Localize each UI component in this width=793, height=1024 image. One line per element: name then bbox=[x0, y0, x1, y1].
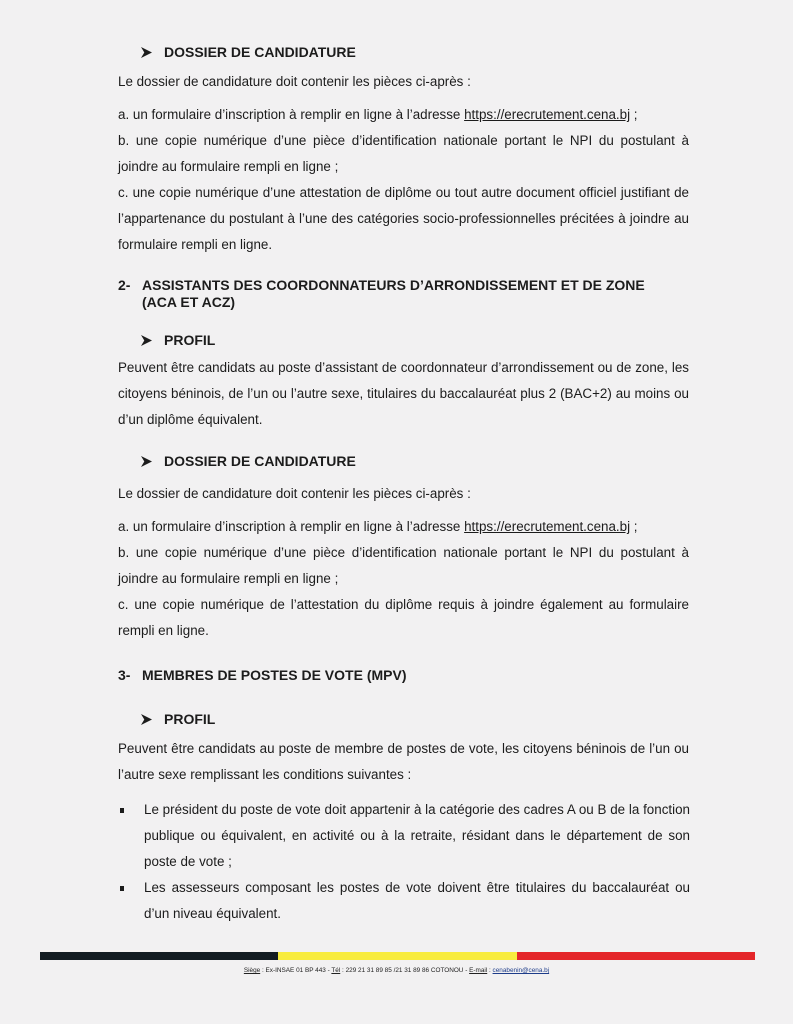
subheading-dossier-2 bbox=[141, 451, 356, 471]
profil-text-2: Peuvent être candidats au poste d’assistant de coordonnateur d’arrondissement ou de zone, les citoyens béninois, de l’un ou l’autre sexe, titulaires du baccalauréat plus 2 (BAC+2) au moins ou d’un diplôme équivalent. bbox=[118, 360, 689, 427]
list-item-text: Les assesseurs composant les postes de vote doivent être titulaires du baccalauréat ou d’un niveau équivalent. bbox=[144, 880, 690, 921]
subheading-text: DOSSIER DE CANDIDATURE bbox=[164, 453, 356, 469]
flag-stripe-red bbox=[517, 952, 755, 960]
tel-value: : 229 21 31 89 85 /21 31 89 86 COTONOU - bbox=[340, 967, 470, 974]
profil-text-3: Peuvent être candidats au poste de membre de postes de vote, les citoyens béninois de l’un ou l’autre sexe remplissant les conditions suivantes : bbox=[118, 741, 689, 782]
section-title: MEMBRES DE POSTES DE VOTE (MPV) bbox=[142, 667, 407, 683]
section-title-line1: ASSISTANTS DES COORDONNATEURS D’ARRONDISSEMENT ET DE ZONE bbox=[142, 277, 645, 293]
email-label: E-mail bbox=[469, 967, 488, 974]
subheading-profil-2 bbox=[141, 330, 215, 350]
square-bullet-icon bbox=[120, 808, 124, 813]
dossier-item-b-2: b. une copie numérique d’une pièce d’identification nationale portant le NPI du postulant à joindre au formulaire rempli en ligne ; bbox=[118, 545, 689, 586]
arrow-bullet-icon bbox=[141, 456, 152, 467]
flag-stripe-yellow bbox=[278, 952, 516, 960]
arrow-bullet-icon bbox=[141, 47, 152, 58]
conditions-list bbox=[118, 797, 690, 927]
dossier-item-c-2: c. une copie numérique de l’attestation du diplôme requis à joindre également au formulaire rempli en ligne. bbox=[118, 597, 689, 638]
subheading-text: DOSSIER DE CANDIDATURE bbox=[164, 44, 356, 60]
subheading-profil-3 bbox=[141, 709, 215, 729]
item-a-text: a. un formulaire d’inscription à remplir en ligne à l’adresse bbox=[118, 519, 465, 534]
tel-label: Tél bbox=[331, 967, 341, 974]
siege-value: : Ex-INSAE 01 BP 443 - bbox=[260, 967, 332, 974]
list-item-text: Le président du poste de vote doit appartenir à la catégorie des cadres A ou B de la fonction publique ou équivalent, en activité ou à la retraite, résidant dans le département de son poste de vote ; bbox=[144, 802, 690, 869]
square-bullet-icon bbox=[120, 886, 124, 891]
section-number: 3- bbox=[118, 667, 131, 683]
item-a-text: a. un formulaire d’inscription à remplir en ligne à l’adresse bbox=[118, 107, 465, 122]
erecrutement-link[interactable]: https://erecrutement.cena.bj bbox=[464, 107, 631, 122]
footer-contact bbox=[0, 966, 793, 975]
section-heading-2 bbox=[118, 277, 690, 311]
section-title-line2: (ACA ET ACZ) bbox=[142, 294, 236, 310]
section-number: 2- bbox=[118, 277, 131, 293]
siege-label: Siège bbox=[243, 967, 261, 974]
dossier-item-c: c. une copie numérique d’une attestation de diplôme ou tout autre document officiel justifiant de l’appartenance du postulant à l’une des catégories socio-professionnelles précitées à joindre au formulaire rempli en ligne. bbox=[118, 185, 689, 252]
dossier-intro-2: Le dossier de candidature doit contenir les pièces ci-après : bbox=[118, 486, 471, 501]
subheading-text: PROFIL bbox=[164, 332, 216, 348]
flag-color-bar bbox=[40, 952, 755, 960]
arrow-bullet-icon bbox=[141, 335, 152, 346]
email-sep: : bbox=[487, 967, 493, 974]
list-item bbox=[118, 875, 690, 927]
flag-stripe-black bbox=[40, 952, 278, 960]
arrow-bullet-icon bbox=[141, 714, 152, 725]
dossier-item-b: b. une copie numérique d’une pièce d’identification nationale portant le NPI du postulant à joindre au formulaire rempli en ligne ; bbox=[118, 133, 689, 174]
subheading-dossier-1 bbox=[141, 42, 356, 62]
email-link[interactable]: cenabenin@cena.bj bbox=[492, 967, 550, 974]
list-item bbox=[118, 797, 690, 875]
item-a-suffix: ; bbox=[630, 519, 638, 534]
subheading-text: PROFIL bbox=[164, 711, 216, 727]
item-a-suffix: ; bbox=[630, 107, 638, 122]
dossier-intro: Le dossier de candidature doit contenir les pièces ci-après : bbox=[118, 74, 471, 89]
section-heading-3 bbox=[118, 667, 690, 684]
erecrutement-link[interactable]: https://erecrutement.cena.bj bbox=[464, 519, 631, 534]
dossier-item-a bbox=[118, 102, 689, 128]
dossier-item-a-2 bbox=[118, 514, 689, 540]
